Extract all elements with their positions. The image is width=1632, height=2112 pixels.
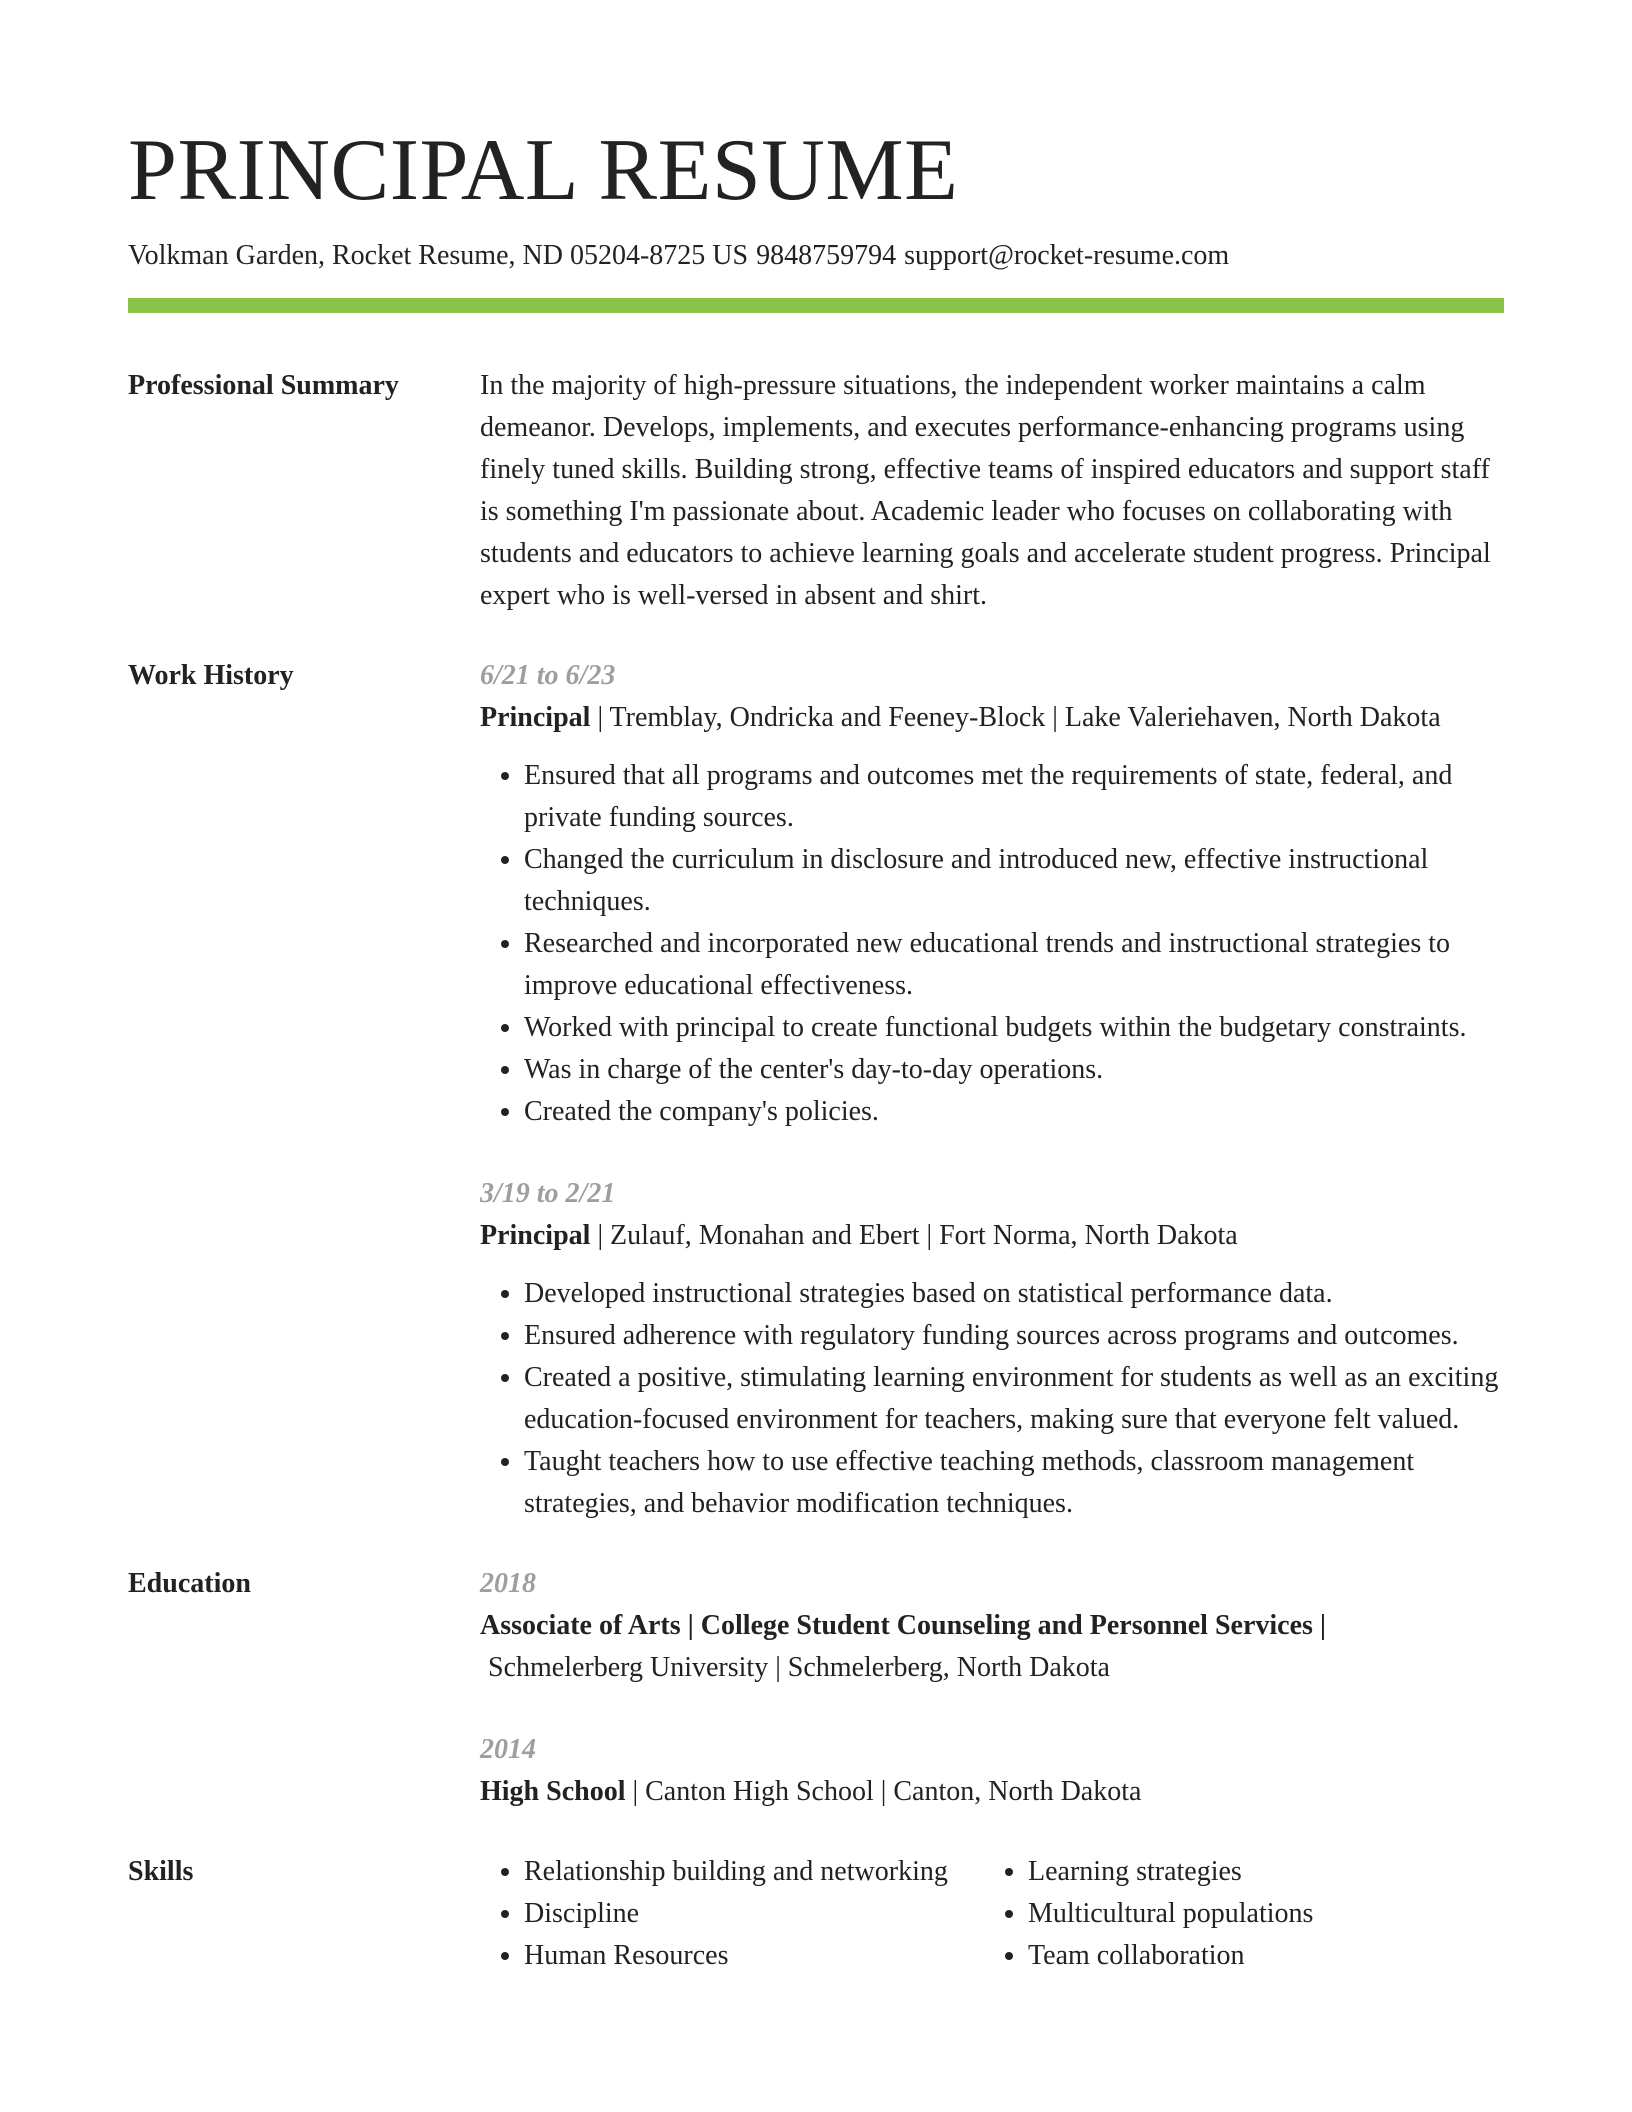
job-bullet: • Created the company's policies. [524, 1091, 1504, 1133]
work-history-heading: Work History [128, 660, 294, 691]
contact-phone: 9848759794 [756, 240, 897, 271]
skill-item: • Discipline [524, 1893, 984, 1935]
contact-address: Volkman Garden, Rocket Resume, ND 05204-8725 US [128, 240, 749, 271]
job-title: Principal [480, 1220, 591, 1251]
education-year: 2014 [480, 1734, 536, 1765]
skills-heading: Skills [128, 1856, 194, 1887]
job-bullet: • Researched and incorporated new educational trends and instructional strategies to improve educational effectiveness. [524, 923, 1504, 1007]
job-bullets [480, 1273, 1504, 1525]
job-entry [480, 655, 1504, 1133]
education-section [128, 1563, 1504, 1813]
resume-title: PRINCIPAL RESUME [128, 122, 959, 219]
summary-section [128, 365, 1504, 617]
summary-text: In the majority of high-pressure situations, the independent worker maintains a calm demeanor. Develops, implements, and executes performance-enhancing programs using finely tuned skills. Building strong, effective teams of inspired educators and support staff is something I'm passionate about. Academic leader who focuses on collaborating with students and educators to achieve learning goals and accelerate student progress. Principal expert who is well-versed in absent and shirt. [480, 370, 1491, 611]
skills-column-1 [480, 1851, 984, 1977]
job-role-line [480, 697, 1504, 739]
skill-item: • Multicultural populations [1028, 1893, 1313, 1935]
skill-item: • Learning strategies [1028, 1851, 1313, 1893]
job-details: | Tremblay, Ondricka and Feeney-Block | Lake Valeriehaven, North Dakota [590, 702, 1441, 733]
job-bullet: • Taught teachers how to use effective teaching methods, classroom management strategies, and behavior modification techniques. [524, 1441, 1504, 1525]
job-bullet: • Changed the curriculum in disclosure and introduced new, effective instructional techniques. [524, 839, 1504, 923]
education-degree-text: Associate of Arts | College Student Counseling and Personnel Services | [480, 1610, 1327, 1641]
education-year: 2018 [480, 1568, 536, 1599]
job-role-line [480, 1215, 1504, 1257]
contact-email: support@rocket-resume.com [904, 240, 1230, 271]
education-entry [480, 1563, 1504, 1689]
education-degree-line [480, 1771, 1504, 1813]
job-bullet: • Created a positive, stimulating learning environment for students as well as an exciting education-focused environment for teachers, making sure that everyone felt valued. [524, 1357, 1504, 1441]
summary-heading: Professional Summary [128, 370, 399, 401]
education-entry [480, 1729, 1504, 1813]
job-bullet: • Ensured adherence with regulatory funding sources across programs and outcomes. [524, 1315, 1504, 1357]
contact-line [128, 236, 1504, 276]
job-entry [480, 1173, 1504, 1525]
education-school: | Canton High School | Canton, North Dakota [625, 1776, 1142, 1807]
work-history-section [128, 655, 1504, 1525]
job-bullet: • Ensured that all programs and outcomes met the requirements of state, federal, and private funding sources. [524, 755, 1504, 839]
job-bullets [480, 755, 1504, 1133]
job-bullet: • Was in charge of the center's day-to-day operations. [524, 1049, 1504, 1091]
education-heading: Education [128, 1568, 251, 1599]
accent-divider [128, 298, 1504, 313]
skill-item: • Team collaboration [1028, 1935, 1313, 1977]
skills-section [128, 1851, 1504, 1977]
skill-item: • Human Resources [524, 1935, 984, 1977]
job-dates: 6/21 to 6/23 [480, 660, 616, 691]
skills-grid [480, 1851, 1504, 1977]
skills-column-2 [984, 1851, 1313, 1977]
education-school: Schmelerberg University | Schmelerberg, North Dakota [488, 1652, 1110, 1683]
skill-item: • Relationship building and networking [524, 1851, 984, 1893]
education-degree [480, 1605, 1504, 1647]
job-dates: 3/19 to 2/21 [480, 1178, 616, 1209]
job-details: | Zulauf, Monahan and Ebert | Fort Norma, North Dakota [590, 1220, 1238, 1251]
job-title: Principal [480, 702, 591, 733]
education-degree-text: High School [480, 1776, 626, 1807]
job-bullet: • Developed instructional strategies based on statistical performance data. [524, 1273, 1504, 1315]
job-bullet: • Worked with principal to create functional budgets within the budgetary constraints. [524, 1007, 1504, 1049]
